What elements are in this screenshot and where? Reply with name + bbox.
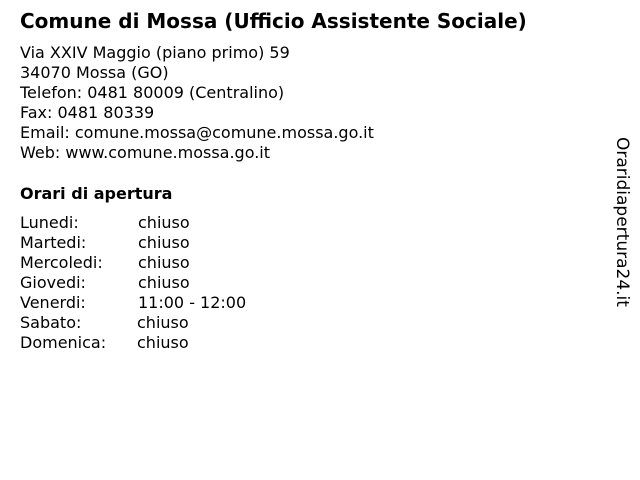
time-value: chiuso (138, 233, 190, 252)
website-address: Web: www.comune.mossa.go.it (20, 143, 271, 162)
page-title: Comune di Mossa (Ufficio Assistente Sociale) (20, 9, 527, 33)
street-address: Via XXIV Maggio (piano primo) 59 (20, 43, 290, 62)
brand-watermark: Oraridiapertura24.it (612, 137, 632, 307)
time-value: chiuso (138, 213, 190, 232)
time-value: 11:00 - 12:00 (138, 293, 247, 312)
time-value: chiuso (137, 313, 189, 332)
day-label: Giovedi: (20, 273, 86, 292)
time-value: chiuso (138, 253, 190, 272)
day-label: Martedi: (20, 233, 87, 252)
day-label: Mercoledi: (20, 253, 103, 272)
day-label: Domenica: (20, 333, 107, 352)
time-value: chiuso (138, 273, 190, 292)
day-label: Lunedi: (20, 213, 79, 232)
opening-hours-heading: Orari di apertura (20, 184, 173, 203)
time-value: chiuso (137, 333, 189, 352)
email-address: Email: comune.mossa@comune.mossa.go.it (20, 123, 374, 142)
phone-number: Telefon: 0481 80009 (Centralino) (20, 83, 285, 102)
day-label: Venerdi: (20, 293, 86, 312)
address-block (20, 43, 374, 163)
day-label: Sabato: (20, 313, 82, 332)
fax-number: Fax: 0481 80339 (20, 103, 155, 122)
city-postal: 34070 Mossa (GO) (20, 63, 169, 82)
